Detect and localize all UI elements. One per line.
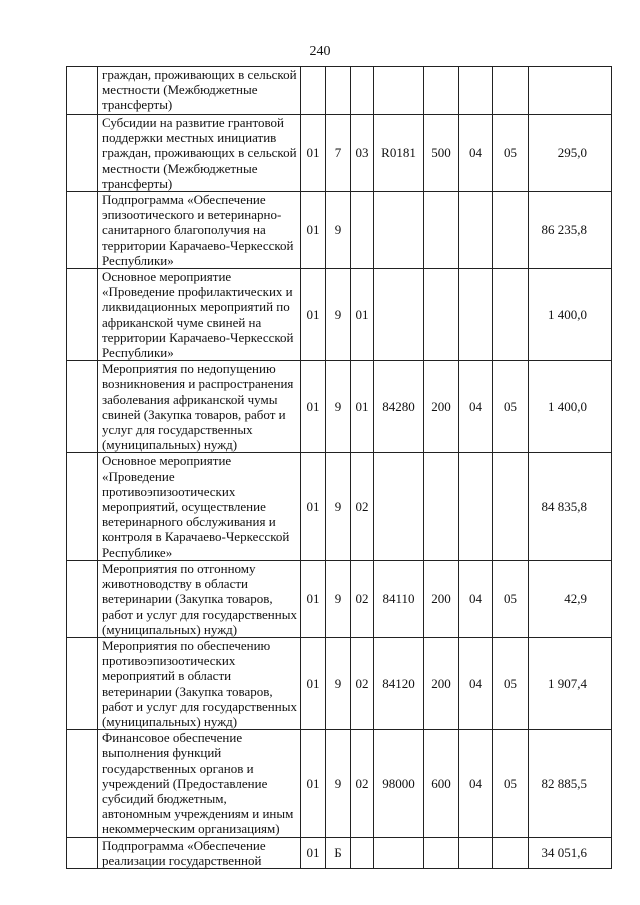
table-row [67,115,612,192]
description-cell: Основное мероприятие «Проведение профилактических и ликвидационных мероприятий по африканской чуме свиней на территории Карачаево-Черкесской Республики» [98,269,301,361]
page-number: 240 [309,44,331,59]
code-cell-c1: 01 [301,453,326,560]
code-cell-c2 [326,67,351,115]
code-cell-c7: 05 [493,115,529,192]
code-cell-c4: 84110 [374,560,424,637]
amount-cell: 1 907,4 [529,637,612,729]
code-cell-c6 [459,67,493,115]
row-number-cell [67,192,98,269]
code-cell-c6 [459,453,493,560]
code-cell-c3 [351,837,374,868]
code-cell-c5 [424,192,459,269]
row-number-cell [67,730,98,837]
amount-cell [529,67,612,115]
code-cell-c3: 02 [351,453,374,560]
code-cell-c3 [351,67,374,115]
code-cell-c2: 9 [326,730,351,837]
code-cell-c7: 05 [493,361,529,453]
code-cell-c5: 600 [424,730,459,837]
code-cell-c7 [493,192,529,269]
code-cell-c4 [374,192,424,269]
code-cell-c1: 01 [301,269,326,361]
code-cell-c2: 9 [326,453,351,560]
code-cell-c6: 04 [459,730,493,837]
budget-table [66,66,612,869]
code-cell-c6 [459,192,493,269]
row-number-cell [67,837,98,868]
amount-cell: 34 051,6 [529,837,612,868]
code-cell-c1: 01 [301,837,326,868]
code-cell-c5: 200 [424,637,459,729]
code-cell-c4: 84120 [374,637,424,729]
code-cell-c1: 01 [301,637,326,729]
code-cell-c1: 01 [301,192,326,269]
code-cell-c7 [493,67,529,115]
row-number-cell [67,560,98,637]
code-cell-c1: 01 [301,361,326,453]
code-cell-c3: 02 [351,637,374,729]
code-cell-c5: 200 [424,560,459,637]
code-cell-c4: R0181 [374,115,424,192]
code-cell-c2: 9 [326,192,351,269]
code-cell-c6: 04 [459,560,493,637]
code-cell-c4 [374,453,424,560]
row-number-cell [67,361,98,453]
code-cell-c6: 04 [459,115,493,192]
code-cell-c1 [301,67,326,115]
code-cell-c3: 01 [351,361,374,453]
code-cell-c2: 9 [326,560,351,637]
code-cell-c2: Б [326,837,351,868]
amount-cell: 1 400,0 [529,269,612,361]
row-number-cell [67,67,98,115]
description-cell: Мероприятия по недопущению возникновения и распространения заболевания африканской чумы свиней (Закупка товаров, работ и услуг для государственных (муниципальных) нужд) [98,361,301,453]
code-cell-c4 [374,837,424,868]
code-cell-c6: 04 [459,637,493,729]
amount-cell: 295,0 [529,115,612,192]
code-cell-c3: 02 [351,730,374,837]
amount-cell: 1 400,0 [529,361,612,453]
code-cell-c6 [459,837,493,868]
description-cell: Мероприятия по отгонному животноводству в области ветеринарии (Закупка товаров, работ и услуг для государственных (муниципальных) нужд) [98,560,301,637]
code-cell-c6 [459,269,493,361]
amount-cell: 42,9 [529,560,612,637]
code-cell-c7 [493,453,529,560]
table-row [67,453,612,560]
code-cell-c7 [493,269,529,361]
description-cell: Подпрограмма «Обеспечение эпизоотического и ветеринарно-санитарного благополучия на территории Карачаево-Черкесской Республики» [98,192,301,269]
description-cell: граждан, проживающих в сельской местности (Межбюджетные трансферты) [98,67,301,115]
description-cell: Мероприятия по обеспечению противоэпизоотических мероприятий в области ветеринарии (Закупка товаров, работ и услуг для государственных (муниципальных) нужд) [98,637,301,729]
code-cell-c5 [424,67,459,115]
table-row [67,67,612,115]
code-cell-c4 [374,67,424,115]
code-cell-c3: 02 [351,560,374,637]
amount-cell: 84 835,8 [529,453,612,560]
code-cell-c1: 01 [301,730,326,837]
code-cell-c7: 05 [493,637,529,729]
code-cell-c7: 05 [493,730,529,837]
amount-cell: 86 235,8 [529,192,612,269]
code-cell-c6: 04 [459,361,493,453]
table-row [67,837,612,868]
code-cell-c5 [424,269,459,361]
table-row [67,560,612,637]
table-row [67,730,612,837]
row-number-cell [67,115,98,192]
code-cell-c4: 98000 [374,730,424,837]
code-cell-c2: 9 [326,637,351,729]
code-cell-c4 [374,269,424,361]
code-cell-c7: 05 [493,560,529,637]
table-row [67,637,612,729]
code-cell-c5 [424,453,459,560]
description-cell: Подпрограмма «Обеспечение реализации государственной [98,837,301,868]
row-number-cell [67,269,98,361]
code-cell-c1: 01 [301,560,326,637]
description-cell: Субсидии на развитие грантовой поддержки местных инициатив граждан, проживающих в сельской местности (Межбюджетные трансферты) [98,115,301,192]
amount-cell: 82 885,5 [529,730,612,837]
code-cell-c2: 7 [326,115,351,192]
row-number-cell [67,453,98,560]
code-cell-c2: 9 [326,269,351,361]
code-cell-c4: 84280 [374,361,424,453]
code-cell-c2: 9 [326,361,351,453]
table-row [67,361,612,453]
code-cell-c5: 500 [424,115,459,192]
row-number-cell [67,637,98,729]
description-cell: Основное мероприятие «Проведение противоэпизоотических мероприятий, осуществление ветеринарного обслуживания и контроля в Карачаево-Черкесской Республике» [98,453,301,560]
code-cell-c7 [493,837,529,868]
description-cell: Финансовое обеспечение выполнения функций государственных органов и учреждений (Предоставление субсидий бюджетным, автономным учреждениям и иным некоммерческим организациям) [98,730,301,837]
code-cell-c5 [424,837,459,868]
table-row [67,269,612,361]
code-cell-c3: 01 [351,269,374,361]
code-cell-c1: 01 [301,115,326,192]
table-row [67,192,612,269]
code-cell-c3: 03 [351,115,374,192]
code-cell-c3 [351,192,374,269]
code-cell-c5: 200 [424,361,459,453]
